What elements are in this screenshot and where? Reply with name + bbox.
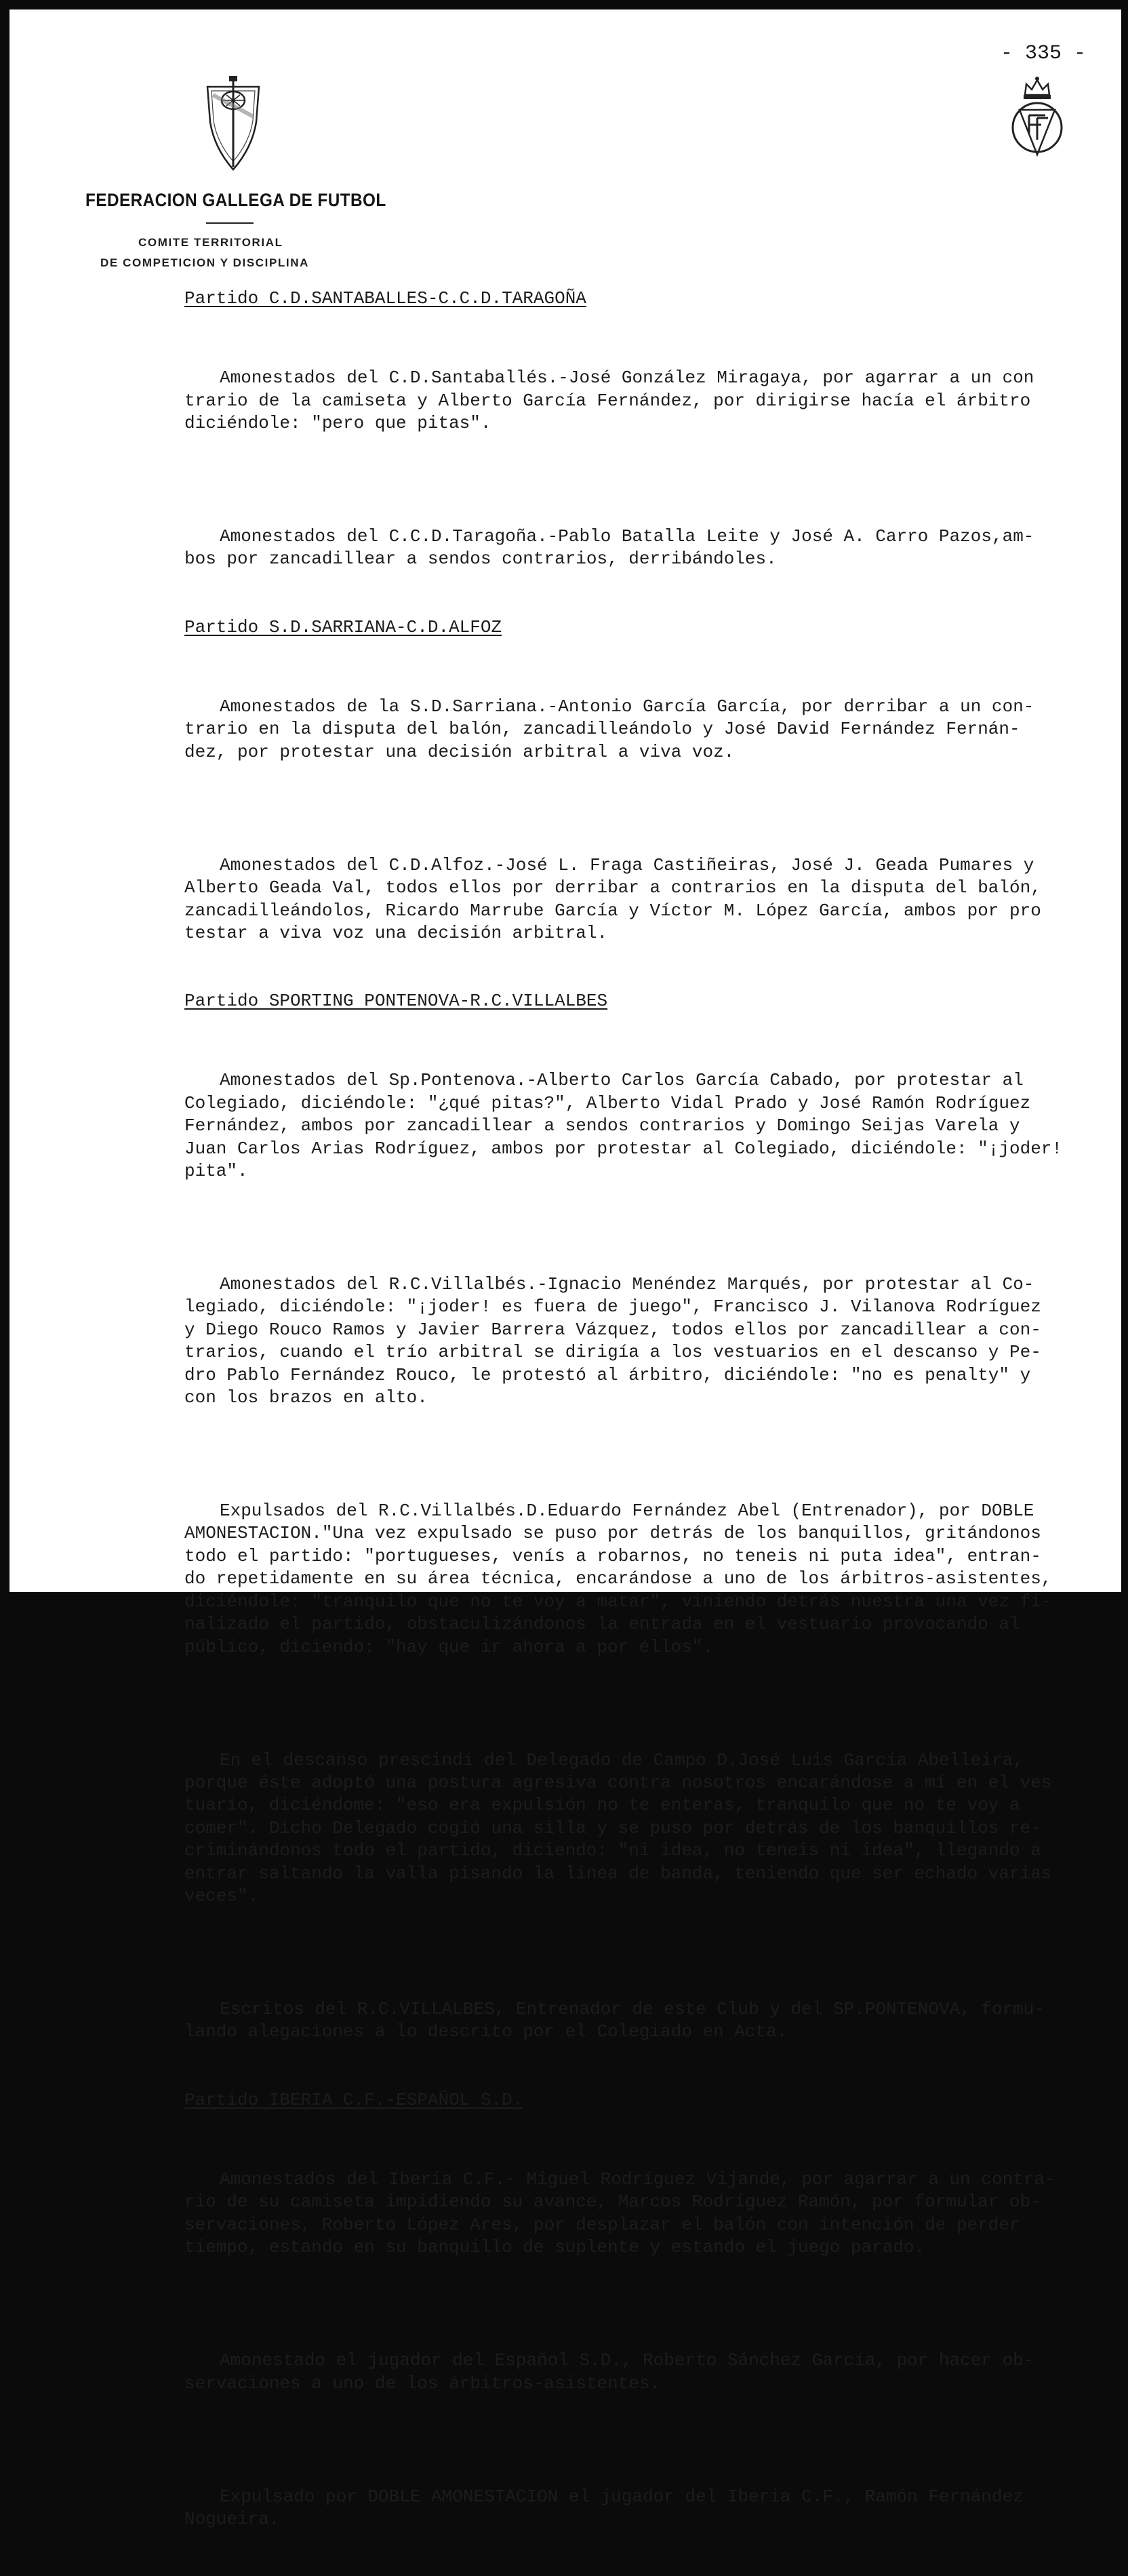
text-line: servaciones, Roberto López Ares, por desplazar el balón con intención de perder	[184, 2214, 1020, 2235]
text-line: diciéndole: "pero que pitas".	[184, 413, 491, 434]
committee-name-line-2: DE COMPETICION Y DISCIPLINA	[100, 256, 309, 269]
sanction-paragraph	[184, 1228, 1113, 1454]
text-line: bos por zancadillear a sendos contrarios, derribándoles.	[184, 549, 777, 570]
text-line: veces".	[184, 1885, 259, 1906]
text-line: lando alegaciones a lo descrito por el Colegiado en Acta.	[184, 2021, 788, 2042]
text-line: Amonestados del C.C.D.Taragoña.-Pablo Batalla Leite y José A. Carro Pazos,am-	[220, 526, 1034, 547]
sanction-paragraph	[184, 1704, 1113, 1953]
text-line: y Diego Rouco Ramos y Javier Barrera Vázquez, todos ellos por zancadillear a con-	[184, 1319, 1041, 1340]
text-line: do repetidamente en su área técnica, encarándose a uno de los árbitros-asistentes,	[184, 1568, 1052, 1589]
sanction-paragraph	[184, 321, 1113, 480]
text-line: dro Pablo Fernández Rouco, le protestó al árbitro, diciéndole: "no es penalty" y	[184, 1364, 1031, 1385]
match-heading: Partido SPORTING PONTENOVA-R.C.VILLALBES	[184, 991, 608, 1012]
federation-name: FEDERACION GALLEGA DE FUTBOL	[85, 190, 386, 210]
text-line: testar a viva voz una decisión arbitral.	[184, 922, 608, 943]
text-line: Alberto Geada Val, todos ellos por derribar a contrarios en la disputa del balón,	[184, 877, 1041, 898]
text-line: rio de su camiseta impidiendo su avance, Marcos Rodríguez Ramón, por formular ob-	[184, 2192, 1041, 2213]
match-heading: Partido IBERIA C.F.-ESPAÑOL S.D.	[184, 2089, 523, 2110]
text-line: Amonestados de la S.D.Sarriana.-Antonio García García, por derribar a un con-	[220, 696, 1034, 717]
text-line: Colegiado, diciéndole: "¿qué pitas?", Alberto Vidal Prado y José Ramón Rodríguez	[184, 1092, 1031, 1113]
sanction-paragraph	[184, 650, 1113, 809]
sanction-paragraph	[184, 480, 1113, 616]
text-line: Expulsado por DOBLE AMONESTACION el jugador del Iberia C.F., Ramón Fernández	[220, 2486, 1024, 2507]
text-line: trario en la disputa del balón, zancadilleándolo y José David Fernández Fernán-	[184, 719, 1020, 740]
text-line: En el descanso prescindí del Delegado de Campo D.José Luis García Abelleira,	[220, 1749, 1024, 1770]
text-line: porque éste adoptó una postura agresiva contra nosotros encarándose a mí en el ves	[184, 1772, 1052, 1793]
match-heading: Partido C.D.SANTABALLES-C.C.D.TARAGOÑA	[184, 288, 586, 309]
sanction-paragraph	[184, 2304, 1113, 2440]
text-line: tuario, diciéndome: "eso era expulsión no te enteras, tranquilo que no te voy a	[184, 1795, 1020, 1816]
text-line: Amonestados del R.C.Villalbés.-Ignacio Menéndez Marqués, por protestar al Co-	[220, 1274, 1034, 1295]
text-line: Amonestado el jugador del Español S.D., Roberto Sánchez García, por hacer ob-	[220, 2350, 1034, 2371]
text-line: Nogueira.	[184, 2508, 280, 2529]
text-line: público, diciendo: "hay que ir ahora a por éllos".	[184, 1636, 714, 1657]
text-line: entrar saltando la valla pisando la línea de banda, teniendo que ser echado varias	[184, 1863, 1052, 1884]
page-number: - 335 -	[1001, 42, 1087, 65]
text-line: Amonestados del Sp.Pontenova.-Alberto Carlos García Cabado, por protestar al	[220, 1070, 1024, 1091]
sanction-paragraph	[184, 809, 1113, 990]
text-line: Juan Carlos Arias Rodríguez, ambos por protestar al Colegiado, diciéndole: "¡joder!	[184, 1138, 1063, 1159]
text-line: pita".	[184, 1160, 248, 1181]
text-line: servaciones a uno de los árbitros-asistentes.	[184, 2373, 661, 2394]
text-line: diciéndole: "tranquilo que no te voy a matar", viniendo detrás nuestra una vez fi-	[184, 1591, 1052, 1612]
crown-emblem-icon	[1006, 75, 1068, 163]
federation-shield-icon	[202, 75, 264, 176]
sanction-paragraph	[184, 2123, 1113, 2304]
sanction-paragraph	[184, 1454, 1113, 1703]
text-line: nalizado el partido, obstaculizándonos la entrada en el vestuario provocando al	[184, 1614, 1020, 1635]
match-heading: Partido S.D.SARRIANA-C.D.ALFOZ	[184, 616, 502, 637]
document-page	[9, 9, 1121, 2529]
sanction-paragraph	[184, 1953, 1113, 2088]
sanction-paragraph	[184, 2440, 1113, 2576]
text-line: Fernández, ambos por zancadillear a sendos contrarios y Domingo Seijas Varela y	[184, 1115, 1020, 1136]
text-line: comer". Dicho Delegado cogió una silla y se puso por detrás de los banquillos re-	[184, 1817, 1041, 1838]
text-line: Escritos del R.C.VILLALBES, Entrenador de este Club y del SP.PONTENOVA, formu-	[220, 1999, 1045, 2020]
committee-name-line-1: COMITE TERRITORIAL	[138, 236, 283, 249]
text-line: trario de la camiseta y Alberto García Fernández, por dirigirse hacía el árbitro	[184, 390, 1031, 411]
header-divider	[206, 222, 254, 224]
text-line: Expulsados del R.C.Villalbés.D.Eduardo Fernández Abel (Entrenador), por DOBLE	[220, 1501, 1034, 1522]
text-line: AMONESTACION."Una vez expulsado se puso por detrás de los banquillos, gritándonos	[184, 1523, 1041, 1544]
text-line: Amonestados del C.D.Santaballés.-José González Miragaya, por agarrar a un con	[220, 368, 1034, 389]
text-line: todo el partido: "portugueses, venís a robarnos, no teneis ni puta idea", entran-	[184, 1545, 1041, 1566]
text-line: Amonestados del Iberia C.F.- Miguel Rodríguez Vijande, por agarrar a un contra-	[220, 2168, 1055, 2189]
sanction-paragraph	[184, 1025, 1113, 1229]
text-line: con los brazos en alto.	[184, 1387, 428, 1408]
text-line: legiado, diciéndole: "¡joder! es fuera de juego", Francisco J. Vilanova Rodríguez	[184, 1296, 1041, 1317]
text-line: trarios, cuando el trío arbitral se dirigía a los vestuarios en el descanso y Pe-	[184, 1342, 1041, 1363]
text-line: Amonestados del C.D.Alfoz.-José L. Fraga Castiñeiras, José J. Geada Pumares y	[220, 854, 1034, 875]
text-line: zancadilleándolos, Ricardo Marrube García y Víctor M. López García, ambos por pro	[184, 900, 1041, 921]
text-line: criminándonos todo el partido, diciendo: "ni idea, no teneis ni idea", llegando a	[184, 1840, 1041, 1861]
document-body	[184, 288, 1113, 2576]
text-line: dez, por protestar una decisión arbitral a viva voz.	[184, 741, 735, 762]
text-line: tiempo, estando en su banquillo de suplente y estando el juego parado.	[184, 2237, 925, 2258]
